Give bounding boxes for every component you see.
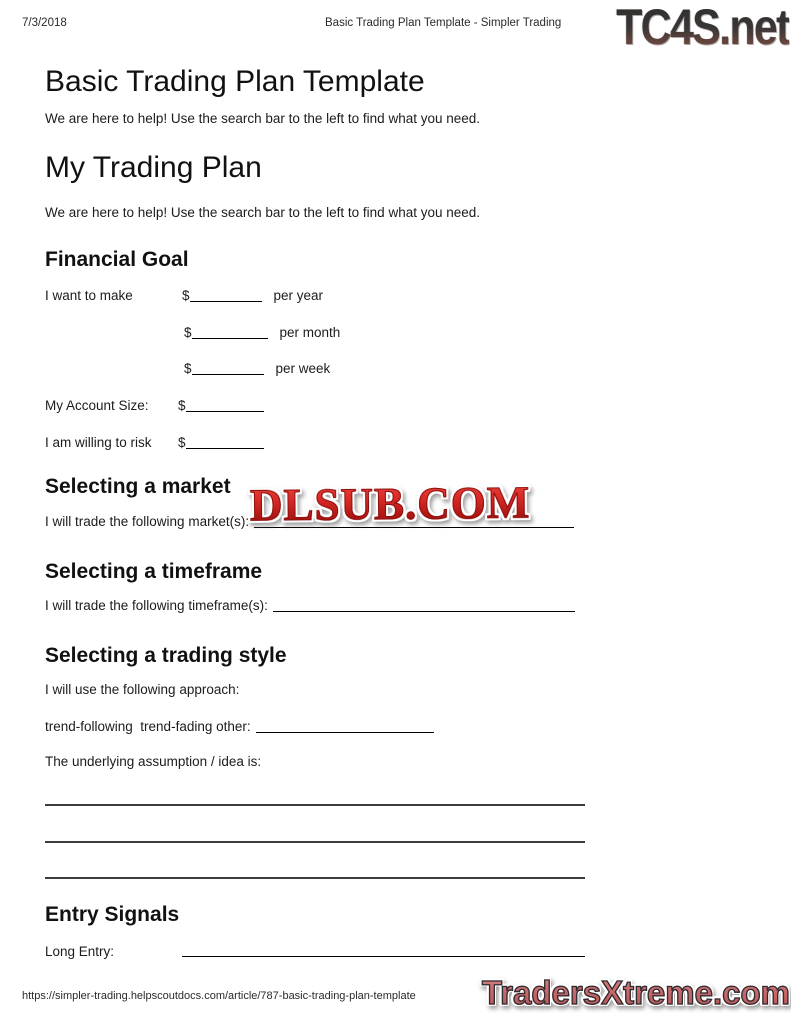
currency-symbol: $ [178,398,186,413]
intro-text-2: We are here to help! Use the search bar to the left to find what you need. [45,205,481,220]
amount-week-field [184,361,330,377]
dlsub-watermark: DLSUB.COM [249,477,531,531]
timeframe-blank-line [273,599,575,612]
long-entry-label: Long Entry: [45,944,115,959]
financial-row-risk [45,435,761,451]
want-label: I want to make [45,288,133,303]
tradersxtreme-watermark: TradersXtreme.com [481,974,790,1011]
blank-line [186,436,264,449]
intro-text: We are here to help! Use the search bar to the left to find what you need. [45,111,481,126]
tc4s-watermark: TC4S.net [616,0,789,55]
financial-row-year [45,288,761,304]
currency-symbol: $ [182,288,190,303]
subtitle: My Trading Plan [45,151,262,184]
heading-selecting-timeframe: Selecting a timeframe [45,560,263,583]
currency-symbol: $ [184,325,192,340]
per-month-label: per month [279,325,341,340]
writing-line-1 [45,804,585,806]
financial-row-account [45,398,761,414]
print-footer-url: https://simpler-trading.helpscoutdocs.com/article/787-basic-trading-plan-template [22,990,416,1002]
writing-line-2 [45,841,585,843]
market-prompt: I will trade the following market(s): [45,514,250,529]
account-size-label: My Account Size: [45,398,149,413]
approach-row: I will use the following approach: [45,682,240,697]
print-doc-title: Basic Trading Plan Template - Simpler Trading [325,17,562,29]
timeframe-prompt: I will trade the following timeframe(s): [45,598,268,613]
style-options-row [45,719,761,735]
blank-line [192,362,264,375]
currency-symbol: $ [184,361,192,376]
long-entry-row [45,944,761,960]
currency-symbol: $ [178,435,186,450]
long-entry-blank-line [182,944,585,957]
per-week-label: per week [275,361,331,376]
print-date: 7/3/2018 [22,17,67,29]
heading-entry-signals: Entry Signals [45,903,180,926]
blank-line [186,399,264,412]
other-blank-line [256,720,434,733]
blank-line [192,326,268,339]
amount-year-field [182,288,323,304]
risk-field [178,435,264,451]
heading-selecting-market: Selecting a market [45,475,231,498]
page-title: Basic Trading Plan Template [45,65,425,98]
assumption-row: The underlying assumption / idea is: [45,754,262,769]
blank-line [190,289,262,302]
amount-month-field [184,325,340,341]
account-size-field [178,398,264,414]
timeframe-row [45,598,761,614]
style-options-label: trend-following trend-fading other: [45,719,251,734]
risk-label: I am willing to risk [45,435,152,450]
writing-line-3 [45,877,585,879]
heading-financial-goal: Financial Goal [45,248,189,271]
per-year-label: per year [273,288,324,303]
heading-selecting-style: Selecting a trading style [45,644,287,667]
